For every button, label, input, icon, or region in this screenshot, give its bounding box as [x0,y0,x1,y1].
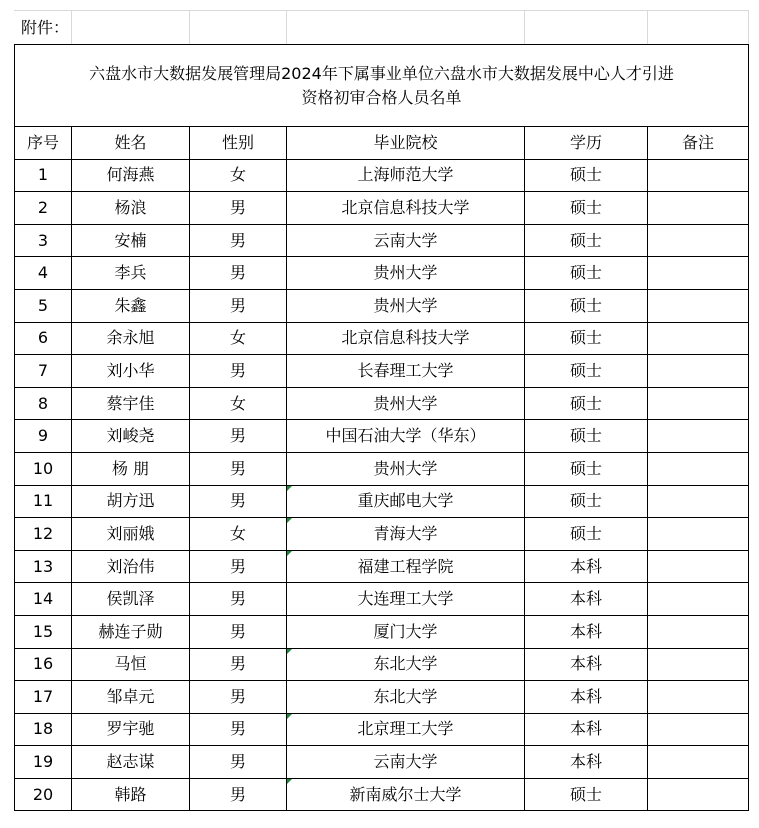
cell-marker-icon [287,486,292,491]
cell-number[interactable]: 13 [15,550,72,583]
roster-table [14,10,749,811]
table-row [15,681,749,714]
cell-note[interactable] [648,322,749,355]
cell-school[interactable]: 云南大学 [287,746,525,779]
cell-degree[interactable]: 硕士 [525,224,648,257]
cell-number[interactable]: 1 [15,159,72,192]
cell-gender[interactable]: 男 [190,289,287,322]
cell-gender[interactable]: 女 [190,518,287,551]
cell-degree[interactable]: 硕士 [525,192,648,225]
cell-number[interactable]: 7 [15,355,72,388]
cell-gender[interactable]: 男 [190,550,287,583]
cell-marker-icon [287,714,292,719]
cell-marker-icon [287,779,292,784]
cell-note[interactable] [648,485,749,518]
cell-name[interactable]: 侯凯泽 [72,583,190,616]
table-row [15,289,749,322]
cell-school[interactable]: 福建工程学院 [287,550,525,583]
title-line-1: 六盘水市大数据发展管理局2024年下属事业单位六盘水市大数据发展中心人才引进 [89,63,674,83]
cell-gender[interactable]: 女 [190,322,287,355]
cell-note[interactable] [648,224,749,257]
cell-degree[interactable]: 本科 [525,583,648,616]
table-row [15,485,749,518]
cell-gender[interactable]: 男 [190,713,287,746]
cell-number[interactable]: 6 [15,322,72,355]
cell-name[interactable]: 安楠 [72,224,190,257]
cell-name[interactable]: 赫连子勋 [72,615,190,648]
cell-note[interactable] [648,550,749,583]
cell-note[interactable] [648,159,749,192]
cell-degree[interactable]: 硕士 [525,387,648,420]
cell-school[interactable]: 上海师范大学 [287,159,525,192]
cell-note[interactable] [648,355,749,388]
cell-school[interactable]: 长春理工大学 [287,355,525,388]
cell-marker-icon [287,518,292,523]
cell-gender[interactable]: 女 [190,159,287,192]
cell-name[interactable]: 杨浪 [72,192,190,225]
cell-number[interactable]: 4 [15,257,72,290]
cell-school[interactable]: 北京信息科技大学 [287,322,525,355]
spreadsheet-sheet [14,10,748,811]
column-header-school[interactable]: 毕业院校 [287,127,525,160]
table-row [15,192,749,225]
cell-gender[interactable]: 男 [190,648,287,681]
cell-number[interactable]: 9 [15,420,72,453]
cell-number[interactable]: 20 [15,778,72,811]
cell-degree[interactable]: 本科 [525,648,648,681]
cell-note[interactable] [648,746,749,779]
cell-gender[interactable]: 男 [190,615,287,648]
cell-gender[interactable]: 男 [190,778,287,811]
cell-name[interactable]: 杨 朋 [72,452,190,485]
empty-cell[interactable] [525,11,648,45]
table-row [15,746,749,779]
caption-row [15,11,749,45]
column-header-gender[interactable]: 性别 [190,127,287,160]
cell-school[interactable]: 青海大学 [287,518,525,551]
cell-name[interactable]: 朱鑫 [72,289,190,322]
cell-name[interactable]: 韩路 [72,778,190,811]
cell-school[interactable]: 北京理工大学 [287,713,525,746]
cell-note[interactable] [648,778,749,811]
header-row [15,127,749,160]
cell-degree[interactable]: 本科 [525,713,648,746]
cell-number[interactable]: 12 [15,518,72,551]
table-row [15,420,749,453]
cell-gender[interactable]: 男 [190,452,287,485]
cell-gender[interactable]: 男 [190,746,287,779]
cell-name[interactable]: 李兵 [72,257,190,290]
cell-note[interactable] [648,681,749,714]
cell-note[interactable] [648,289,749,322]
table-row [15,257,749,290]
cell-school[interactable]: 北京信息科技大学 [287,192,525,225]
cell-number[interactable]: 15 [15,615,72,648]
cell-note[interactable] [648,420,749,453]
table-row [15,355,749,388]
cell-number[interactable]: 2 [15,192,72,225]
cell-school[interactable]: 重庆邮电大学 [287,485,525,518]
cell-degree[interactable]: 硕士 [525,518,648,551]
cell-school[interactable]: 新南威尔士大学 [287,778,525,811]
cell-note[interactable] [648,518,749,551]
cell-gender[interactable]: 男 [190,192,287,225]
cell-name[interactable]: 赵志谋 [72,746,190,779]
title-line-2: 资格初审合格人员名单 [301,87,462,107]
cell-degree[interactable]: 硕士 [525,289,648,322]
cell-name[interactable]: 蔡宇佳 [72,387,190,420]
cell-marker-icon [287,551,292,556]
cell-number[interactable]: 17 [15,681,72,714]
cell-note[interactable] [648,452,749,485]
cell-gender[interactable]: 男 [190,420,287,453]
cell-school[interactable]: 贵州大学 [287,452,525,485]
cell-degree[interactable]: 本科 [525,681,648,714]
table-row [15,583,749,616]
table-row [15,615,749,648]
cell-note[interactable] [648,257,749,290]
cell-note[interactable] [648,192,749,225]
cell-number[interactable]: 5 [15,289,72,322]
cell-school[interactable]: 贵州大学 [287,387,525,420]
table-row [15,322,749,355]
column-header-number[interactable]: 序号 [15,127,72,160]
document-title[interactable] [15,45,749,127]
cell-degree[interactable]: 本科 [525,746,648,779]
cell-degree[interactable]: 本科 [525,615,648,648]
cell-name[interactable]: 刘治伟 [72,550,190,583]
cell-school[interactable]: 贵州大学 [287,257,525,290]
cell-gender[interactable]: 男 [190,355,287,388]
cell-name[interactable]: 邹卓元 [72,681,190,714]
cell-degree[interactable]: 本科 [525,550,648,583]
cell-gender[interactable]: 女 [190,387,287,420]
cell-degree[interactable]: 硕士 [525,257,648,290]
cell-gender[interactable]: 男 [190,485,287,518]
empty-cell[interactable] [648,11,749,45]
table-row [15,452,749,485]
cell-gender[interactable]: 男 [190,257,287,290]
cell-note[interactable] [648,387,749,420]
cell-degree[interactable]: 硕士 [525,452,648,485]
cell-name[interactable]: 余永旭 [72,322,190,355]
cell-name[interactable]: 罗宇驰 [72,713,190,746]
cell-number[interactable]: 14 [15,583,72,616]
cell-note[interactable] [648,713,749,746]
table-row [15,224,749,257]
cell-school[interactable]: 贵州大学 [287,289,525,322]
table-row [15,387,749,420]
cell-number[interactable]: 18 [15,713,72,746]
cell-degree[interactable]: 硕士 [525,159,648,192]
column-header-name[interactable]: 姓名 [72,127,190,160]
cell-degree[interactable]: 硕士 [525,355,648,388]
cell-number[interactable]: 19 [15,746,72,779]
title-row [15,45,749,127]
cell-note[interactable] [648,615,749,648]
table-row [15,159,749,192]
cell-marker-icon [287,649,292,654]
table-row [15,550,749,583]
column-header-degree[interactable]: 学历 [525,127,648,160]
table-row [15,713,749,746]
cell-number[interactable]: 16 [15,648,72,681]
cell-name[interactable]: 马恒 [72,648,190,681]
cell-gender[interactable]: 男 [190,583,287,616]
cell-number[interactable]: 3 [15,224,72,257]
cell-name[interactable]: 胡方迅 [72,485,190,518]
cell-degree[interactable]: 硕士 [525,322,648,355]
empty-cell[interactable] [287,11,525,45]
cell-number[interactable]: 8 [15,387,72,420]
cell-school[interactable]: 东北大学 [287,648,525,681]
attachment-caption[interactable]: 附件： [15,11,72,45]
cell-name[interactable]: 何海燕 [72,159,190,192]
cell-school[interactable]: 东北大学 [287,681,525,714]
cell-gender[interactable]: 男 [190,681,287,714]
column-header-note[interactable]: 备注 [648,127,749,160]
cell-school[interactable]: 大连理工大学 [287,583,525,616]
cell-school[interactable]: 中国石油大学（华东） [287,420,525,453]
cell-name[interactable]: 刘峻尧 [72,420,190,453]
cell-degree[interactable]: 硕士 [525,485,648,518]
cell-degree[interactable]: 硕士 [525,420,648,453]
cell-gender[interactable]: 男 [190,224,287,257]
table-row [15,778,749,811]
cell-number[interactable]: 10 [15,452,72,485]
empty-cell[interactable] [72,11,190,45]
empty-cell[interactable] [190,11,287,45]
cell-name[interactable]: 刘小华 [72,355,190,388]
cell-note[interactable] [648,583,749,616]
cell-degree[interactable]: 硕士 [525,778,648,811]
table-row [15,518,749,551]
cell-name[interactable]: 刘丽娥 [72,518,190,551]
cell-school[interactable]: 厦门大学 [287,615,525,648]
table-row [15,648,749,681]
cell-number[interactable]: 11 [15,485,72,518]
cell-school[interactable]: 云南大学 [287,224,525,257]
cell-note[interactable] [648,648,749,681]
